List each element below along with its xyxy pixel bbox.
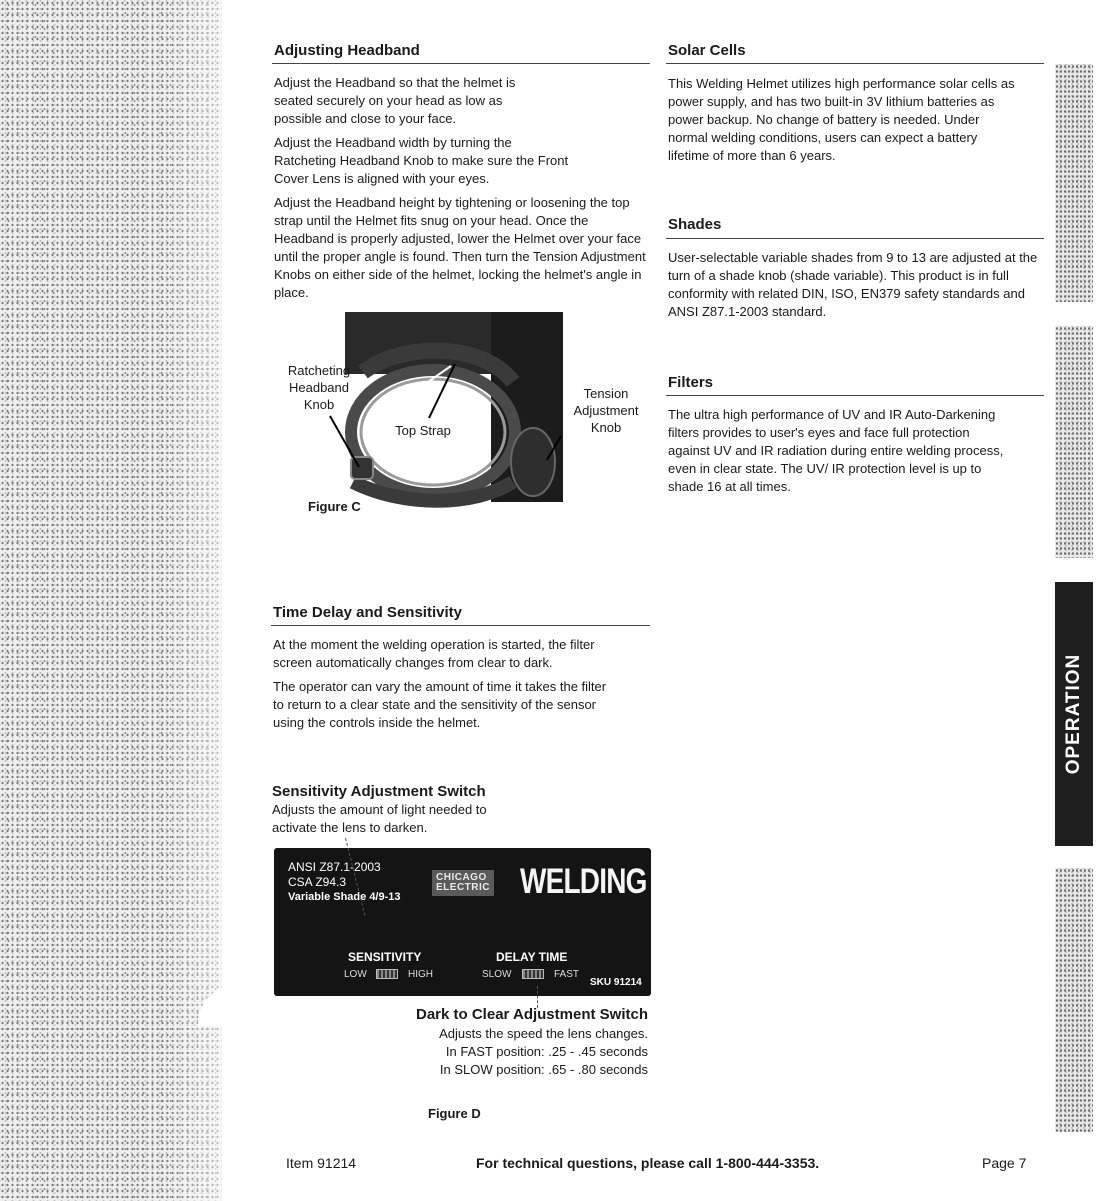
side-tab-maintenance — [1055, 868, 1093, 1132]
chicago-electric-logo — [432, 870, 494, 896]
time-delay-paragraph-2: The operator can vary the amount of time it takes the filter to return to a clear state and the sensitivity of the sensor using the controls inside the helmet. — [273, 679, 607, 730]
shades-rule — [666, 238, 1044, 239]
dark-to-clear-line-1: Adjusts the speed the lens changes. — [439, 1026, 648, 1041]
standard-csa: CSA Z94.3 — [288, 875, 347, 889]
footer-technical-questions: For technical questions, please call 1-800-444-3353. — [476, 1155, 820, 1171]
scan-noise-left-edge — [0, 0, 222, 1201]
figure-d-caption: Figure D — [428, 1106, 481, 1121]
delay-fast-label: FAST — [554, 969, 580, 980]
adjusting-headband-paragraph-1: Adjust the Headband so that the helmet is seated securely on your head as low as possible and close to your face. — [274, 75, 516, 126]
delay-time-switch[interactable] — [522, 969, 544, 979]
logo-electric: ELECTRIC — [436, 882, 490, 893]
time-delay-heading: Time Delay and Sensitivity — [273, 604, 462, 621]
sensitivity-high-label: HIGH — [408, 969, 433, 980]
filters-rule — [666, 395, 1044, 396]
solar-cells-text: This Welding Helmet utilizes high performance solar cells as power supply, and has two built-in 3V lithium batteries as power backup. No change of battery is needed. Under normal welding conditions, users can expect a battery lifetime of more than 6 years. — [668, 76, 1015, 163]
time-delay-text — [273, 636, 633, 738]
delay-slow-label: SLOW — [482, 969, 512, 980]
welding-logo: WELDING — [520, 862, 647, 901]
footer-item-number: Item 91214 — [286, 1155, 357, 1171]
delay-callout-line — [537, 986, 538, 1008]
solar-cells-rule — [666, 63, 1044, 64]
shades-heading: Shades — [668, 216, 722, 233]
solar-cells-heading: Solar Cells — [668, 42, 746, 59]
sensitivity-switch[interactable] — [376, 969, 398, 979]
sensitivity-switch-description: Adjusts the amount of light needed to activate the lens to darken. — [272, 802, 487, 835]
side-tab-assembly — [1055, 326, 1093, 558]
dark-to-clear-description — [380, 1025, 648, 1079]
sensitivity-low-label: LOW — [344, 969, 367, 980]
adjusting-headband-paragraph-3: Adjust the Headband height by tightening or loosening the top strap until the Helmet fits snug on your head. Once the Headband is properly adjusted, lower the Helmet over your face until the proper angle is found. Then turn the Tension Adjustment Knobs on either side of the helmet, locking the helmet's angle in place. — [274, 195, 646, 300]
figure-c — [273, 312, 653, 522]
label-ratcheting-knob: Ratcheting Headband Knob — [287, 363, 351, 412]
panel-sku: SKU 91214 — [590, 977, 642, 988]
time-delay-rule — [271, 625, 650, 626]
standard-ansi: ANSI Z87.1-2003 — [288, 860, 381, 874]
adjusting-headband-paragraph-2: Adjust the Headband width by turning the Ratcheting Headband Knob to make sure the Front Cover Lens is aligned with your eyes. — [274, 135, 569, 186]
dark-to-clear-line-2: In FAST position: .25 - .45 seconds — [445, 1044, 648, 1059]
figure-c-caption: Figure C — [308, 499, 361, 514]
time-delay-paragraph-1: At the moment the welding operation is started, the filter screen automatically changes from clear to dark. — [273, 637, 595, 670]
sensitivity-label: SENSITIVITY — [348, 950, 422, 964]
logo-chicago: CHICAGO — [436, 872, 487, 883]
delay-time-label: DELAY TIME — [496, 950, 568, 964]
shades-text: User-selectable variable shades from 9 to 13 are adjusted at the turn of a shade knob (shade variable). This product is in full conformity with related DIN, ISO, EN379 safety standards and ANSI Z87.1-2003 standard. — [668, 250, 1038, 319]
label-tension-knob: Tension Adjustment Knob — [573, 386, 639, 435]
adjusting-headband-rule — [272, 63, 650, 64]
filters-heading: Filters — [668, 374, 714, 391]
sensitivity-switch-heading: Sensitivity Adjustment Switch — [272, 783, 486, 800]
dark-to-clear-line-3: In SLOW position: .65 - .80 seconds — [439, 1062, 648, 1077]
side-tab-operation-label: OPERATION — [1063, 653, 1084, 775]
variable-shade: Variable Shade 4/9-13 — [288, 891, 401, 903]
control-panel-figure — [274, 848, 651, 996]
dark-to-clear-heading: Dark to Clear Adjustment Switch — [416, 1006, 648, 1023]
footer-page-number: Page 7 — [982, 1155, 1027, 1171]
side-tab-setup — [1055, 64, 1093, 302]
adjusting-headband-heading: Adjusting Headband — [274, 42, 420, 59]
filters-text: The ultra high performance of UV and IR Auto-Darkening filters provides to user's eyes and face full protection against UV and IR radiation during entire welding process, even in clear state. The UV/ IR protection level is up to shade 16 at all times. — [668, 407, 1004, 494]
label-top-strap: Top Strap — [395, 423, 451, 438]
side-tab-operation — [1055, 582, 1093, 846]
adjusting-headband-text — [274, 74, 646, 308]
